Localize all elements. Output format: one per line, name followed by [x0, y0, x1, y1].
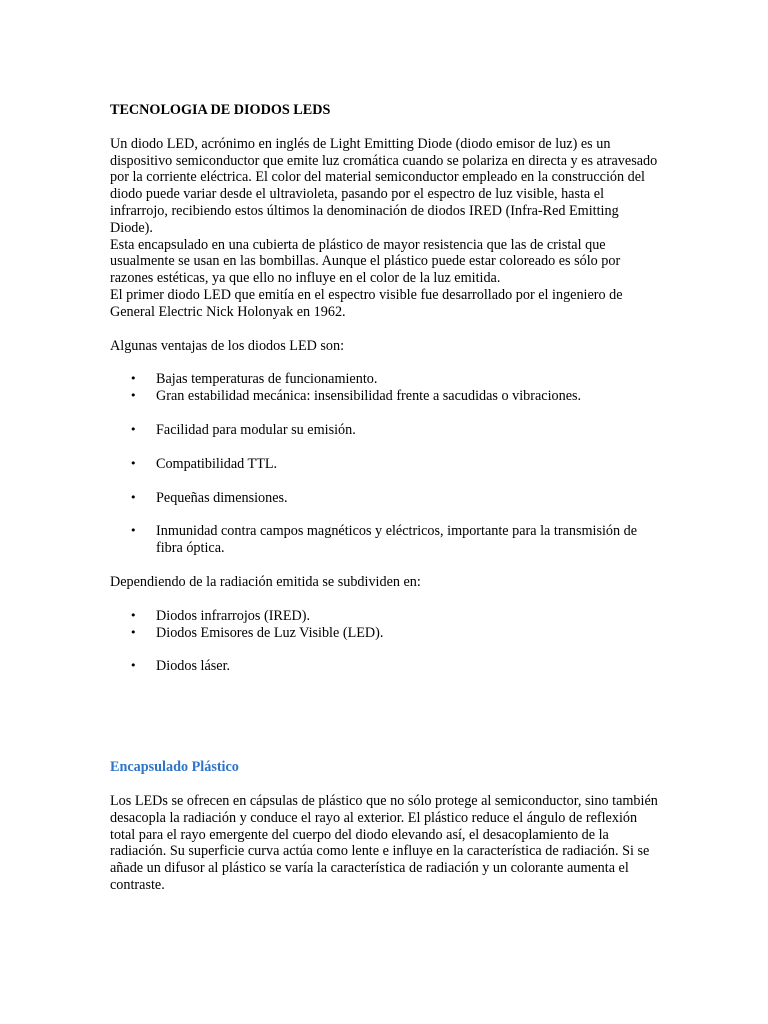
list-item: • Bajas temperaturas de funcionamiento. [110, 371, 660, 388]
section-heading-encapsulado: Encapsulado Plástico [110, 759, 239, 776]
list-item: • Diodos infrarrojos (IRED). [110, 608, 660, 625]
list-item: • Diodos láser. [110, 658, 660, 675]
types-intro: Dependiendo de la radiación emitida se subdividen en: [110, 573, 421, 590]
advantages-intro: Algunas ventajas de los diodos LED son: [110, 337, 345, 354]
list-item: • Inmunidad contra campos magnéticos y eléctricos, importante para la transmisión de fibra óptica. [110, 523, 660, 557]
list-item: • Diodos Emisores de Luz Visible (LED). [110, 625, 660, 642]
advantages-list-cont-3 [110, 490, 660, 507]
intro-paragraph-1: Un diodo LED, acrónimo en inglés de Light Emitting Diode (diodo emisor de luz) es un dispositivo semiconductor que emite luz cromática cuando se polariza en directa y es atravesado por la corriente eléctrica. El color del material semiconductor empleado en la construcción del diodo puede variar desde el ultravioleta, pasando por el espectro de luz visible, hasta el infrarrojo, recibiendo estos últimos la denominación de diodos IRED (Infra-Red Emitting Diode). [110, 135, 658, 236]
advantages-list [110, 371, 660, 405]
list-item: • Compatibilidad TTL. [110, 456, 660, 473]
advantages-list-cont-1 [110, 422, 660, 439]
types-list [110, 608, 660, 642]
page-title: TECNOLOGIA DE DIODOS LEDS [110, 102, 331, 118]
advantages-list-cont-4 [110, 523, 660, 557]
list-item: • Facilidad para modular su emisión. [110, 422, 660, 439]
document-body [110, 102, 660, 894]
section2-paragraph: Los LEDs se ofrecen en cápsulas de plástico que no sólo protege al semiconductor, sino también desacopla la radiación y conduce el rayo al exterior. El plástico reduce el ángulo de reflexión total para el rayo emergente del cuerpo del diodo elevando así, el desacoplamiento de la radiación. Su superficie curva actúa como lente e influye en la característica de radiación. Si se añade un difusor al plástico se varía la característica de radiación y un colorante aumenta el contraste. [110, 792, 658, 893]
types-list-cont [110, 658, 660, 675]
intro-paragraph-2: Esta encapsulado en una cubierta de plástico de mayor resistencia que las de cristal que usualmente se usan en las bombillas. Aunque el plástico puede estar coloreado es sólo por razones estéticas, ya que ello no influye en el color de la luz emitida. [110, 236, 621, 287]
intro-paragraph-3: El primer diodo LED que emitía en el espectro visible fue desarrollado por el ingeniero de General Electric Nick Holonyak en 1962. [110, 286, 623, 320]
list-item: • Gran estabilidad mecánica: insensibilidad frente a sacudidas o vibraciones. [110, 388, 660, 405]
advantages-list-cont-2 [110, 456, 660, 473]
list-item: • Pequeñas dimensiones. [110, 490, 660, 507]
